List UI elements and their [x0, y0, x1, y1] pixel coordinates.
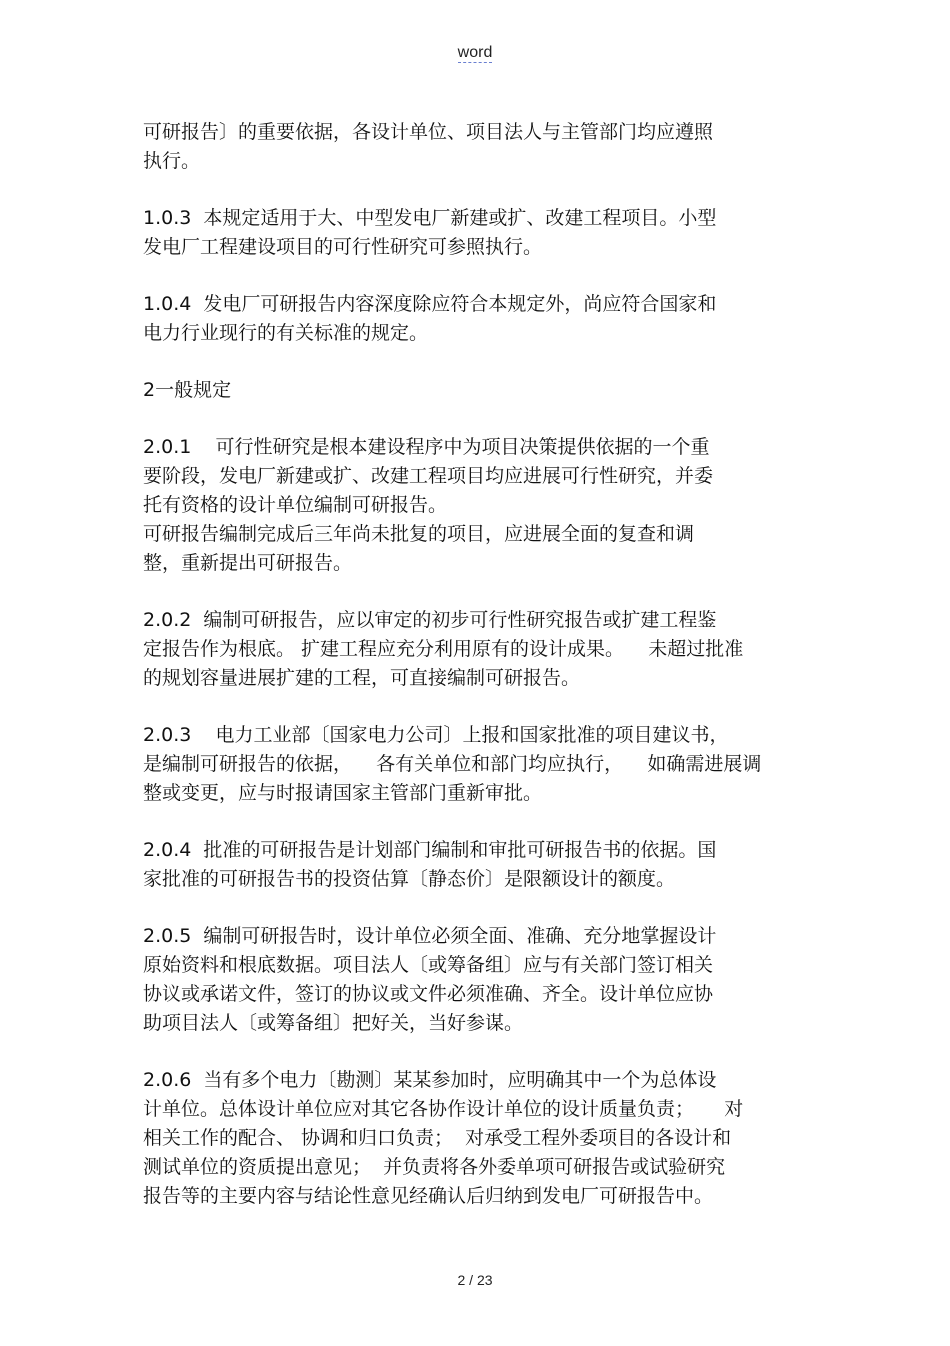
- paragraph: [143, 922, 823, 1038]
- paragraph-line: 2.0.1 可行性研究是根本建设程序中为项目决策提供依据的一个重: [143, 436, 710, 458]
- paragraph: [143, 721, 823, 808]
- paragraph-line: 2.0.4 批准的可研报告是计划部门编制和审批可研报告书的依据。国: [143, 839, 717, 861]
- paragraph-line: 1.0.4 发电厂可研报告内容深度除应符合本规定外，尚应符合国家和: [143, 293, 717, 315]
- paragraph-line: 2.0.2 编制可研报告，应以审定的初步可行性研究报告或扩建工程鉴: [143, 609, 717, 631]
- paragraph-line: 计单位。总体设计单位应对其它各协作设计单位的设计质量负责； 对: [143, 1098, 744, 1120]
- paragraph: [143, 290, 823, 348]
- page-number: 2 / 23: [457, 1272, 493, 1288]
- paragraph-line: 助项目法人〔或筹备组〕把好关，当好参谋。: [143, 1012, 524, 1034]
- paragraph-line: 测试单位的资质提出意见； 并负责将各外委单项可研报告或试验研究: [143, 1156, 726, 1178]
- paragraph: [143, 1066, 823, 1211]
- paragraph-line: 整，重新提出可研报告。: [143, 552, 353, 574]
- paragraph-line: 协议或承诺文件，签订的协议或文件必须准确、齐全。设计单位应协: [143, 983, 714, 1005]
- header-title: word: [457, 44, 493, 61]
- paragraph-line: 要阶段，发电厂新建或扩、改建工程项目均应进展可行性研究，并委: [143, 465, 714, 487]
- paragraph-line: 2.0.6 当有多个电力〔勘测〕某某参加时，应明确其中一个为总体设: [143, 1069, 717, 1091]
- paragraph-line: 的规划容量进展扩建的工程，可直接编制可研报告。: [143, 667, 581, 689]
- paragraph: [143, 606, 823, 693]
- paragraph-line: 相关工作的配合、 协调和归口负责； 对承受工程外委项目的各设计和: [143, 1127, 732, 1149]
- paragraph: [143, 433, 823, 578]
- paragraph-line: 1.0.3 本规定适用于大、中型发电厂新建或扩、改建工程项目。小型: [143, 207, 717, 229]
- document-body: [143, 118, 823, 1239]
- page-header: [0, 44, 950, 62]
- paragraph-line: 报告等的主要内容与结论性意见经确认后归纳到发电厂可研报告中。: [143, 1185, 714, 1207]
- paragraph-line: 整或变更，应与时报请国家主管部门重新审批。: [143, 782, 543, 804]
- paragraph: [143, 836, 823, 894]
- paragraph-line: 可研报告编制完成后三年尚未批复的项目，应进展全面的复查和调: [143, 523, 695, 545]
- paragraph: [143, 376, 823, 405]
- paragraph-line: 2.0.5 编制可研报告时，设计单位必须全面、准确、充分地掌握设计: [143, 925, 717, 947]
- paragraph-line: 原始资料和根底数据。项目法人〔或筹备组〕应与有关部门签订相关: [143, 954, 714, 976]
- paragraph-line: 是编制可研报告的依据， 各有关单位和部门均应执行， 如确需进展调: [143, 753, 762, 775]
- paragraph-line: 家批准的可研报告书的投资估算〔静态价〕是限额设计的额度。: [143, 868, 676, 890]
- paragraph-line: 2.0.3 电力工业部〔国家电力公司〕上报和国家批准的项目建议书，: [143, 724, 729, 746]
- paragraph-line: 执行。: [143, 150, 201, 172]
- paragraph-line: 发电厂工程建设项目的可行性研究可参照执行。: [143, 236, 543, 258]
- paragraph-line: 电力行业现行的有关标准的规定。: [143, 322, 429, 344]
- paragraph-line: 定报告作为根底。 扩建工程应充分利用原有的设计成果。 未超过批准: [143, 638, 744, 660]
- paragraph-line: 2一般规定: [143, 379, 232, 401]
- paragraph-line: 托有资格的设计单位编制可研报告。: [143, 494, 448, 516]
- paragraph: [143, 118, 823, 176]
- paragraph: [143, 204, 823, 262]
- paragraph-line: 可研报告〕的重要依据，各设计单位、项目法人与主管部门均应遵照: [143, 121, 714, 143]
